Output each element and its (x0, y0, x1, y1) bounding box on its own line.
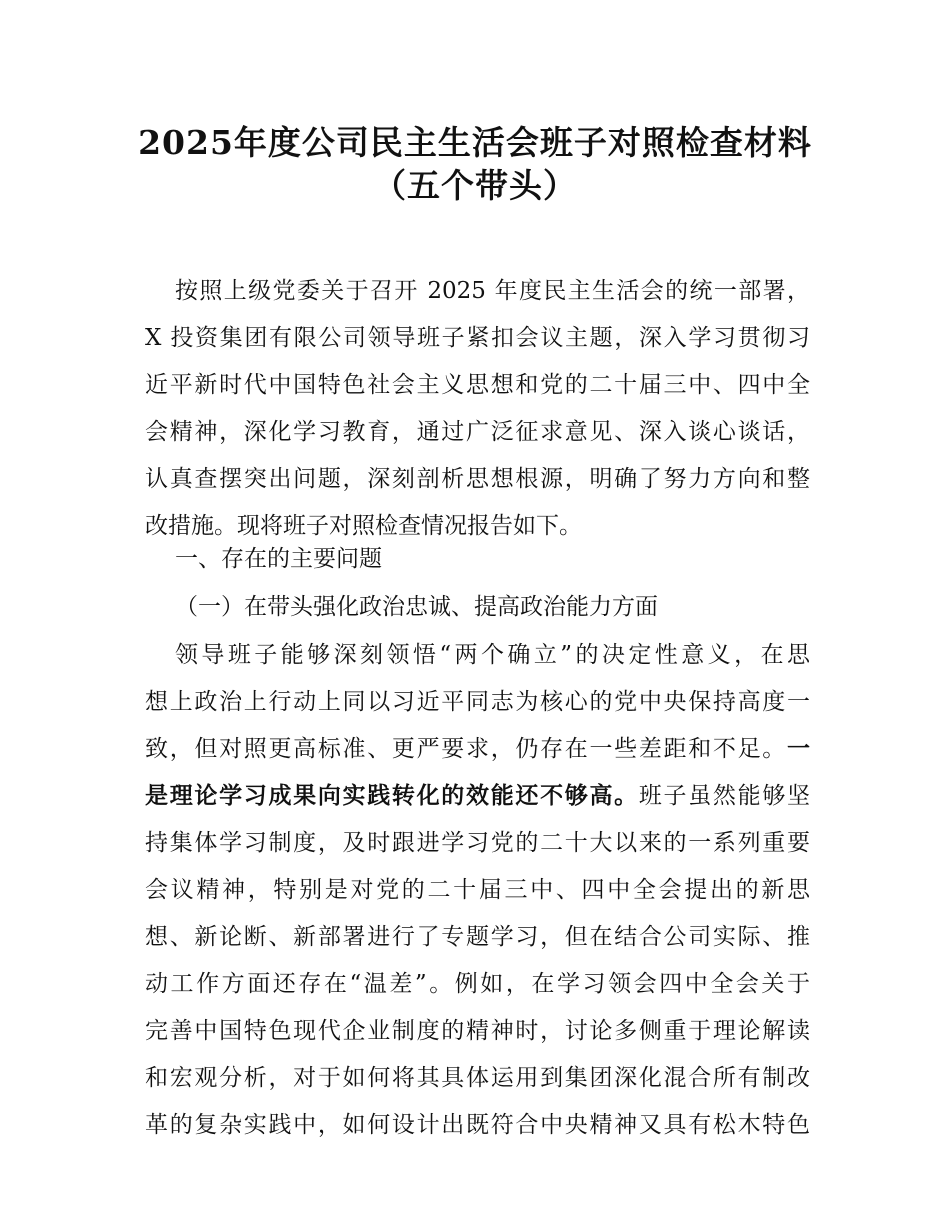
text-line (145, 969, 810, 999)
text: X 投资集团有限公司领导班子紧扣会议主题，深入学习贯彻习 (145, 325, 810, 351)
text-line (175, 592, 810, 622)
text: 会议精神，特别是对党的二十届三中、四中全会提出的新思 (145, 877, 810, 903)
text-line (145, 417, 810, 447)
text-line (145, 687, 810, 717)
text: 和宏观分析，对于如何将其具体运用到集团深化混合所有制改 (145, 1065, 810, 1091)
text: （一）在带头强化政治忠诚、提高政治能力方面 (175, 594, 658, 620)
text: 致，但对照更高标准、更严要求，仍存在一些差距和不足。 (145, 736, 787, 762)
text-line (145, 875, 810, 905)
text-line (175, 276, 810, 306)
text: 班子虽然能够坚 (638, 783, 811, 809)
bold-text: 是理论学习成果向实践转化的效能还不够高。 (145, 782, 639, 809)
text: 改措施。现将班子对照检查情况报告如下。 (145, 513, 582, 539)
text: 按照上级党委关于召开 2025 年度民主生活会的统一部署， (175, 278, 810, 304)
text-line (145, 511, 810, 541)
text-line (145, 323, 810, 353)
text-line (145, 781, 810, 811)
text: 动工作方面还存在“温差”。例如，在学习领会四中全会关于 (145, 971, 810, 997)
section-heading (175, 544, 810, 574)
text-line (145, 370, 810, 400)
text-line (175, 640, 810, 670)
bold-text: 一 (787, 735, 810, 762)
text: 持集体学习制度，及时跟进学习党的二十大以来的一系列重要 (145, 830, 810, 856)
text: 认真查摆突出问题，深刻剖析思想根源，明确了努力方向和整 (145, 466, 810, 492)
text: 革的复杂实践中，如何设计出既符合中央精神又具有松木特色 (145, 1112, 810, 1138)
text: 完善中国特色现代企业制度的精神时，讨论多侧重于理论解读 (145, 1018, 810, 1044)
text-line (145, 1063, 810, 1093)
text-line (145, 1110, 810, 1140)
text: 一、存在的主要问题 (175, 546, 382, 572)
text: 领导班子能够深刻领悟“两个确立”的决定性意义，在思 (175, 642, 810, 668)
text: 会精神，深化学习教育，通过广泛征求意见、深入谈心谈话， (145, 419, 810, 445)
text: 近平新时代中国特色社会主义思想和党的二十届三中、四中全 (145, 372, 810, 398)
text-line (145, 1016, 810, 1046)
text: 想、新论断、新部署进行了专题学习，但在结合公司实际、推 (145, 924, 810, 950)
text: 想上政治上行动上同以习近平同志为核心的党中央保持高度一 (145, 689, 810, 715)
document-subtitle: （五个带头） (373, 166, 577, 205)
document-title: 2025年度公司民主生活会班子对照检查材料 (138, 123, 812, 162)
text-line (145, 464, 810, 494)
text-line (145, 828, 810, 858)
text-line (145, 922, 810, 952)
text-line (145, 734, 810, 764)
